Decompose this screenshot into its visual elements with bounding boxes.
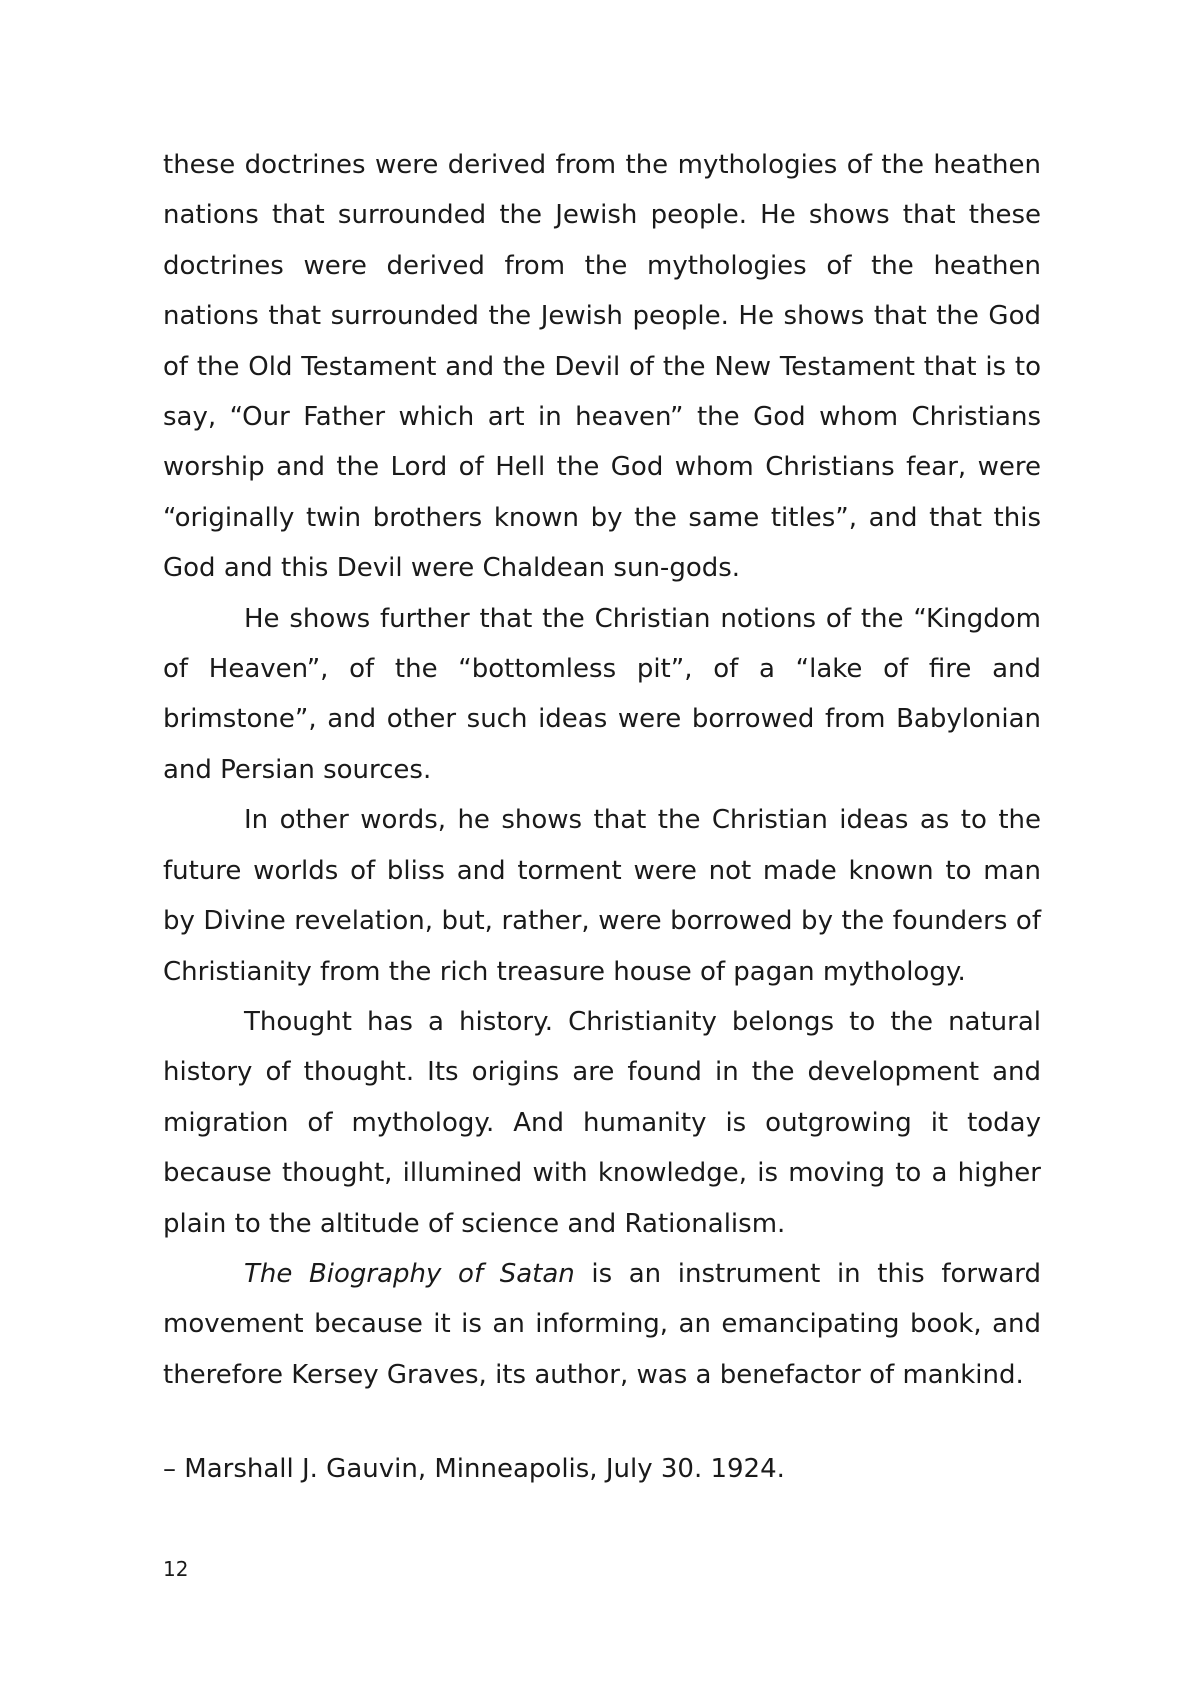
paragraph-5-text: is an instrument in this forward movement because it is an informing, an emancipating book, and therefore Kersey Graves, its author, was a benefactor of mankind.	[163, 1258, 1042, 1390]
book-title: The Biography of Satan	[244, 1258, 575, 1289]
body-text	[163, 140, 1041, 1400]
page-number: 12	[163, 1557, 189, 1581]
paragraph-5	[163, 1249, 1041, 1400]
paragraph-2: He shows further that the Christian notions of the “Kingdom of Heaven”, of the “bottomless pit”, of a “lake of fire and brimstone”, and other such ideas were borrowed from Babylonian and Persian sources.	[163, 603, 1041, 785]
paragraph-1: these doctrines were derived from the mythologies of the heathen nations that surrounded the Jewish people. He shows that these doctrines were derived from the mythologies of the heathen nations that surrounded the Jewish people. He shows that the God of the Old Testament and the Devil of the New Testament that is to say, “Our Father which art in heaven” the God whom Christians worship and the Lord of Hell the God whom Christians fear, were “originally twin brothers known by the same titles”, and that this God and this Devil were Chaldean sun-gods.	[163, 150, 1041, 584]
paragraph-3: In other words, he shows that the Christian ideas as to the future worlds of bliss and torment were not made known to man by Divine revelation, but, rather, were borrowed by the founders of Christianity from the rich treasure house of pagan mythology.	[163, 805, 1041, 987]
paragraph-4: Thought has a history. Christianity belongs to the natural history of thought. Its origins are found in the development and migration of mythology. And humanity is outgrowing it today because thought, illumined with knowledge, is moving to a higher plain to the altitude of science and Rationalism.	[163, 1006, 1041, 1239]
signature-line: – Marshall J. Gauvin, Minneapolis, July 30. 1924.	[163, 1454, 785, 1484]
